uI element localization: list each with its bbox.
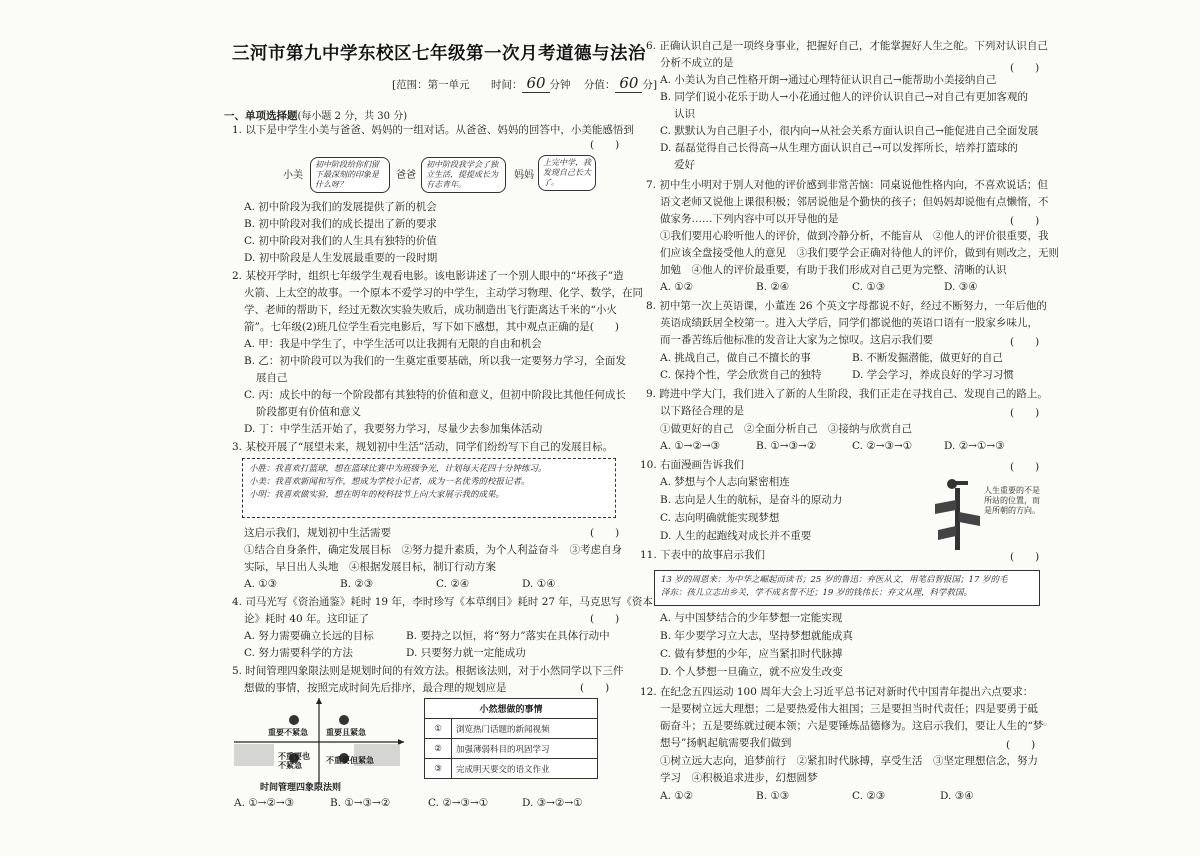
- q9-option-d[interactable]: D. ②→①→③: [944, 440, 1005, 452]
- q12-line-1: 12. 在纪念五四运动 100 周年大会上习近平总书记对新时代中国青年提出六点要求：: [640, 686, 1034, 698]
- q6-option-b-cont: 认识: [674, 108, 695, 120]
- q10-option-d[interactable]: D. 人生的起跑线对成长并不重要: [660, 530, 812, 542]
- q8-option-b[interactable]: B. 不断发掘潜能，做更好的自己: [852, 352, 1003, 364]
- q12-statements-2: 学习 ④积极追求进步，幻想圆梦: [660, 772, 818, 784]
- q3-goal-2: 小美：我喜欢新闻和写作，想成为学校小记者，成为一名优秀的校报记者。: [249, 477, 530, 487]
- q5-option-b[interactable]: B. ①→③→②: [330, 797, 391, 809]
- q11-stem: 11. 下表中的故事启示我们: [640, 549, 766, 561]
- q3-answer-paren[interactable]: ( ): [590, 527, 620, 539]
- q5-line-2: 想做的事情，按照完成时间先后排序，最合理的规划应是: [244, 682, 507, 694]
- q10-answer-paren[interactable]: ( ): [1010, 461, 1040, 473]
- q1-stem: 1. 以下是中学生小美与爸爸、妈妈的一组对话。从爸爸、妈妈的回答中，小美能感悟到: [232, 124, 634, 136]
- q9-option-b[interactable]: B. ①→③→②: [756, 440, 817, 452]
- q1-speaker-xiaomei: 小美: [283, 170, 303, 181]
- q2-option-a[interactable]: A. 甲：我是中学生了，中学生活可以让我拥有无限的自由和机会: [244, 338, 542, 350]
- q7-answer-paren[interactable]: ( ): [1010, 215, 1040, 227]
- q11-option-c[interactable]: C. 做有梦想的少年，应当紧扣时代脉搏: [660, 648, 843, 660]
- q5-quadrant-diagram: [234, 698, 404, 784]
- q12-option-a[interactable]: A. ①②: [660, 790, 694, 802]
- q7-option-c[interactable]: C. ①③: [852, 281, 886, 293]
- quadrant-label-br: 不重要但紧急: [326, 755, 374, 765]
- q12-statements-1: ①树立远大志向，追梦前行 ②紧扣时代脉搏，享受生活 ③坚定理想信念，努力: [660, 755, 1038, 767]
- q5-quadrant-caption: 时间管理四象限法则: [260, 783, 342, 793]
- q3-stem: 3. 某校开展了“展望未来，规划初中生活”活动，同学们纷纷写下自己的发展目标。: [232, 441, 614, 453]
- q11-story-line-2: 泽东：孩儿立志出乡关，学不成名誓不还；19 岁的钱伟长：弃文从理，科学救国。: [661, 588, 973, 598]
- q7-option-b[interactable]: B. ②④: [756, 281, 790, 293]
- q6-option-b[interactable]: B. 同学们说小花乐于助人→小花通过他人的评价认识自己→对自己有更加客观的: [660, 91, 1028, 103]
- q10-option-b[interactable]: B. 志向是人生的航标，是奋斗的原动力: [660, 494, 843, 506]
- q11-story-line-1: 13 岁的周恩来：为中华之崛起而读书；25 岁的鲁迅：弃医从文，用笔启智报国；17 岁的毛: [661, 575, 1008, 585]
- q7-statements-3: 加勉 ④他人的评价最重要，有助于我们形成对自己更为完整、清晰的认识: [660, 264, 1007, 276]
- q6-option-a[interactable]: A. 小美认为自己性格开朗→通过心理特征认识自己→能帮助小美接纳自己: [660, 74, 997, 86]
- q1-option-b[interactable]: B. 初中阶段对我们的成长提出了新的要求: [244, 218, 437, 230]
- q5-table-header: 小然想做的事情: [425, 699, 598, 719]
- q6-option-c[interactable]: C. 默默认为自己胆子小，很内向→从社会关系方面认识自己→能促进自己全面发展: [660, 125, 1039, 137]
- q1-speaker-mama: 妈妈: [514, 170, 534, 181]
- page-title: 三河市第九中学东校区七年级第一次月考道德与法治: [232, 44, 646, 64]
- q12-line-2: 一是要树立远大理想；二是要热爱伟大祖国；三是要担当时代责任；四是要勇于砥: [660, 703, 1038, 715]
- q5-answer-paren[interactable]: ( ): [580, 682, 610, 694]
- q10-option-c[interactable]: C. 志向明确就能实现梦想: [660, 512, 780, 524]
- q6-answer-paren[interactable]: ( ): [1010, 62, 1040, 74]
- q2-line-1: 2. 某校开学时，组织七年级学生观看电影。该电影讲述了一个别人眼中的“坏孩子”造: [232, 270, 624, 282]
- signpost-cartoon-icon: [930, 474, 986, 552]
- q9-answer-paren[interactable]: ( ): [1010, 407, 1040, 419]
- q4-line-1: 4. 司马光写《资治通鉴》耗时 19 年，李时珍写《本草纲目》耗时 27 年，马克思写《资本: [232, 596, 653, 608]
- q3-statements-2: 实际，早日出人头地 ④根据发展目标，制订行动方案: [244, 561, 496, 573]
- q9-line-2: 以下路径合理的是: [660, 405, 744, 417]
- quadrant-label-bl: 不重要也不紧急: [278, 751, 310, 770]
- q8-answer-paren[interactable]: ( ): [1010, 336, 1040, 348]
- q5-task-table: [424, 698, 598, 779]
- q5-option-c[interactable]: C. ②→③→①: [428, 797, 489, 809]
- q7-line-2: 语文老师又说他上课很积极；邻居说他是个勤快的孩子；但妈妈却说他有点懒惰，不: [660, 196, 1049, 208]
- q11-story-box: [654, 570, 1040, 606]
- q1-option-a[interactable]: A. 初中阶段为我们的发展提供了新的机会: [244, 201, 437, 213]
- q6-line-2: 分析不成立的是: [660, 57, 734, 69]
- q7-option-d[interactable]: D. ③④: [944, 281, 978, 293]
- q4-answer-paren[interactable]: ( ): [590, 613, 620, 625]
- q5-line-1: 5. 时间管理四象限法则是规划时间的有效方法。根据该法则，对于小然同学以下三件: [232, 665, 624, 677]
- q2-line-3: 学、老师的帮助下，经过无数次实验失败后，成功制造出飞行距离达千米的“小火: [244, 304, 617, 316]
- q12-option-c[interactable]: C. ②③: [852, 790, 886, 802]
- quadrant-label-tr: 重要且紧急: [326, 727, 366, 737]
- q9-statements: ①做更好的自己 ②全面分析自己 ③接纳与欣赏自己: [660, 423, 912, 435]
- q10-option-a[interactable]: A. 梦想与个人志向紧密相连: [660, 476, 790, 488]
- q2-option-b[interactable]: B. 乙：初中阶段可以为我们的一生奠定重要基础，所以我一定要努力学习，全面发: [244, 355, 626, 367]
- q1-option-c[interactable]: C. 初中阶段对我们的人生具有独特的价值: [244, 235, 437, 247]
- q1-bubble-baba: 初中阶段我学会了独立生活，提提成长为有志青年。: [421, 157, 506, 193]
- q5-option-a[interactable]: A. ①→②→③: [234, 797, 295, 809]
- q12-line-4: 想号”扬帆起航需要我们做到: [660, 737, 792, 749]
- q9-option-a[interactable]: A. ①→②→③: [660, 440, 721, 452]
- score-value: 60: [615, 74, 642, 93]
- q11-option-b[interactable]: B. 年少要学习立大志，坚持梦想就能成真: [660, 630, 853, 642]
- q5-option-d[interactable]: D. ③→②→①: [522, 797, 583, 809]
- q9-line-1: 9. 跨进中学大门，我们进入了新的人生阶段，我们正走在寻找自己、发现自己的路上。: [646, 388, 1048, 400]
- q7-line-3: 做家务……下列内容中可以开导他的是: [660, 213, 839, 225]
- q3-option-c[interactable]: C. ②④: [436, 578, 470, 590]
- q4-option-a[interactable]: A. 努力需要确立长远的目标: [244, 630, 374, 642]
- q2-option-b-cont: 展自己: [256, 372, 288, 384]
- q11-option-a[interactable]: A. 与中国梦结合的少年梦想一定能实现: [660, 612, 843, 624]
- q6-option-d[interactable]: D. 磊磊觉得自己长得高→从生理方面认识自己→可以发挥所长，培养打篮球的: [660, 142, 1018, 154]
- q12-answer-paren[interactable]: ( ): [1006, 739, 1036, 751]
- q12-option-d[interactable]: D. ③④: [940, 790, 974, 802]
- q4-option-d[interactable]: D. 只要努力就一定能成功: [406, 647, 526, 659]
- q4-option-c[interactable]: C. 努力需要科学的方法: [244, 647, 353, 659]
- q4-option-b[interactable]: B. 要持之以恒，将“努力”落实在具体行动中: [406, 630, 610, 642]
- q2-option-d[interactable]: D. 丁：中学生活开始了，我要努力学习，尽量少去参加集体活动: [244, 423, 543, 435]
- q1-speaker-baba: 爸爸: [396, 170, 416, 181]
- section-heading: 一、单项选择题(每小题 2 分，共 30 分): [224, 110, 408, 122]
- q8-line-2: 英语成绩跃居全校第一。进入大学后，同学们都说他的英语口语有一股家乡味儿，: [660, 317, 1038, 329]
- q8-option-a[interactable]: A. 挑战自己，做自己不擅长的事: [660, 352, 811, 364]
- q3-goal-1: 小胜：我喜欢打篮球，想在篮球比赛中为班级争光，计划每天花四十分钟练习。: [249, 464, 547, 474]
- q3-statements-1: ①结合自身条件，确定发展目标 ②努力提升素质，为个人利益奋斗 ③考虑自身: [244, 544, 622, 556]
- q1-answer-paren[interactable]: ( ): [590, 139, 620, 151]
- q11-answer-paren[interactable]: ( ): [1010, 551, 1040, 563]
- q7-line-1: 7. 初中生小明对于别人对他的评价感到非常苦恼：同桌说他性格内向，不喜欢说话；但: [646, 179, 1048, 191]
- q8-option-c[interactable]: C. 保持个性，学会欣赏自己的独特: [660, 369, 822, 381]
- q3-option-a[interactable]: A. ①③: [244, 578, 278, 590]
- q8-option-d[interactable]: D. 学会学习，养成良好的学习习惯: [852, 369, 1014, 381]
- q2-line-2: 火箭、上太空的故事。一个原本不爱学习的中学生，主动学习物理、化学、数学，在同: [244, 287, 643, 299]
- edge-mark-icon: ◦: [1042, 720, 1048, 731]
- q10-cartoon-caption: 人生重要的不是所站的位置，而是所朝的方向。: [984, 486, 1040, 515]
- q8-line-3: 而一番苦练后他标准的发音让大家为之惊叹。这启示我们要: [660, 334, 933, 346]
- q7-statements-1: ①我们要用心聆听他人的评价，做到冷静分析，不能盲从 ②他人的评价很重要，我: [660, 230, 1049, 242]
- q11-option-d[interactable]: D. 个人梦想一旦确立，就不应发生改变: [660, 666, 843, 678]
- q7-statements-2: 们应该全盘接受他人的意见 ③我们要学会正确对待他人的评价，做到有则改之，无则: [660, 247, 1059, 259]
- q2-line-4: 箭”。七年级(2)班几位学生看完电影后，写下如下感想，其中观点正确的是( ): [244, 321, 619, 333]
- q3-option-d[interactable]: D. ①④: [522, 578, 556, 590]
- q3-goal-3: 小明：我喜欢做实验，想在明年的校科技节上向大家展示我的成果。: [249, 490, 505, 500]
- q3-goals-box: [242, 458, 616, 518]
- q7-option-a[interactable]: A. ①②: [660, 281, 694, 293]
- q1-bubble-xiaomei: 初中阶段给你们留下最深刻的印象是什么呀？: [310, 157, 390, 193]
- q3-option-b[interactable]: B. ②③: [340, 578, 374, 590]
- time-value: 60: [522, 74, 549, 93]
- q6-line-1: 6. 正确认识自己是一项终身事业，把握好自己，才能掌握好人生之舵。下列对认识自己: [646, 40, 1048, 52]
- q9-option-c[interactable]: C. ②→③→①: [852, 440, 913, 452]
- q12-option-b[interactable]: B. ①③: [756, 790, 790, 802]
- q8-line-1: 8. 初中第一次上英语课，小董连 26 个英文字母都说不好，经过不断努力，一年后他的: [646, 300, 1047, 312]
- q3-prompt: 这启示我们，规划初中生活需要: [244, 527, 391, 539]
- exam-meta: [范围：第一单元 时间： 60 分钟 分值： 60 分]: [392, 74, 658, 92]
- q1-bubble-mama: 上完中学，我发现自己长大了。: [538, 155, 596, 191]
- q4-line-2: 论》耗时 40 年。这印证了: [244, 613, 370, 625]
- quadrant-axes-icon: [234, 698, 404, 784]
- q1-option-d[interactable]: D. 初中阶段是人生发展最重要的一段时期: [244, 252, 438, 264]
- q2-option-c-cont: 阶段都更有价值和意义: [256, 406, 361, 418]
- q2-option-c[interactable]: C. 丙：成长中的每一个阶段都有其独特的价值和意义，但初中阶段比其他任何成长: [244, 389, 626, 401]
- q6-option-d-cont: 爱好: [674, 159, 695, 171]
- table-row: ③ 完成明天要交的语文作业: [425, 759, 598, 779]
- quadrant-label-tl: 重要不紧急: [268, 727, 308, 737]
- q12-line-3: 砺奋斗；五是要练就过硬本领；六是要锤炼品德修为。这启示我们，要让人生的“梦: [660, 720, 1044, 732]
- table-row: ② 加强薄弱科目的巩固学习: [425, 739, 598, 759]
- table-row: ① 浏览热门话题的新闻视频: [425, 719, 598, 739]
- q10-stem: 10. 右面漫画告诉我们: [640, 459, 745, 471]
